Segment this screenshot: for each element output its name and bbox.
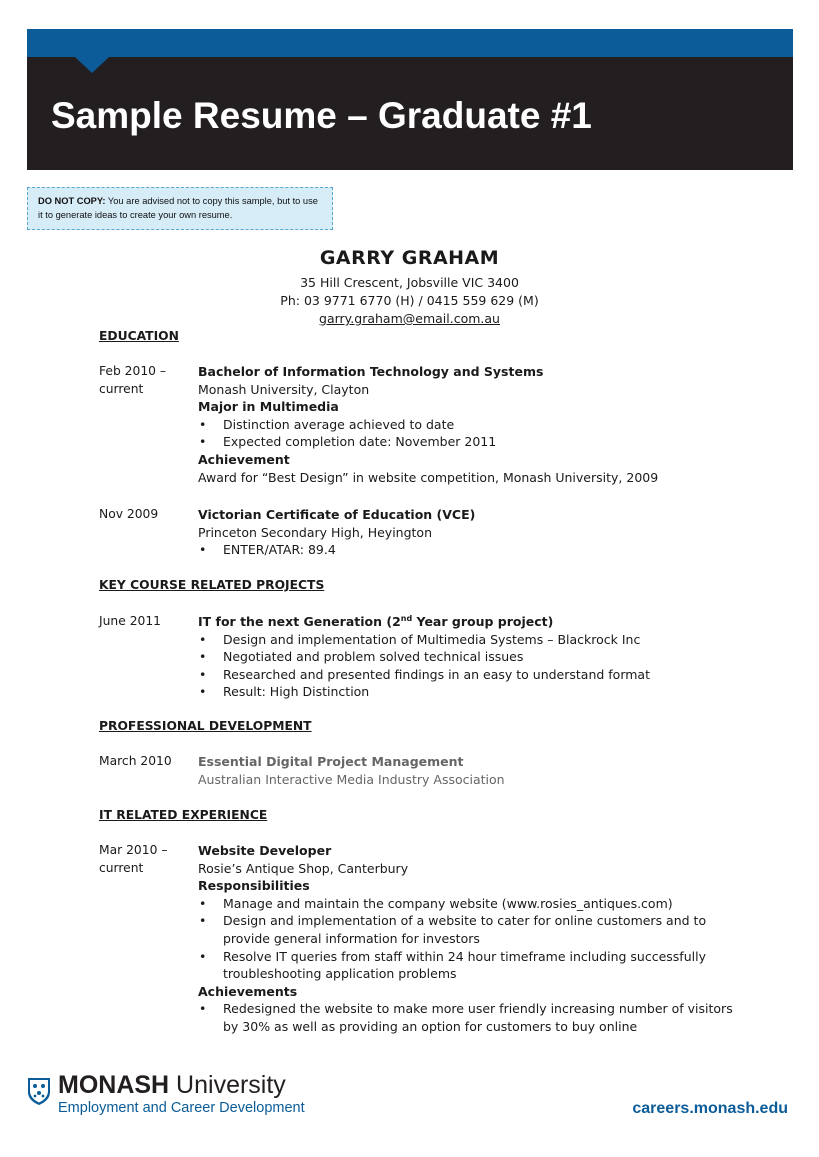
monash-crest-icon — [26, 1076, 52, 1106]
candidate-address: 35 Hill Crescent, Jobsville VIC 3400 — [300, 275, 519, 290]
brand-bold: MONASH — [58, 1071, 170, 1099]
achievements-label: Achievements — [198, 983, 298, 999]
list-item: • Distinction average achieved to date — [198, 416, 738, 434]
list-item: • Design and implementation of a website to cater for online customers and to provide general information for investors — [198, 912, 738, 947]
experience-date — [99, 842, 167, 877]
responsibilities-label: Responsibilities — [198, 878, 310, 894]
banner-top-stripe — [27, 29, 793, 57]
list-item: • Researched and presented findings in an easy to understand format — [198, 666, 738, 684]
project-title-part: IT for the next Generation (2 — [198, 614, 401, 629]
professional-heading: PROFESSIONAL DEVELOPMENT — [99, 719, 312, 733]
responsibilities-list — [198, 895, 738, 983]
education-date-2: Nov 2009 — [99, 507, 159, 521]
date-line: current — [99, 860, 144, 875]
date-line: current — [99, 381, 144, 396]
list-item: • ENTER/ATAR: 89.4 — [198, 541, 738, 559]
provider: Australian Interactive Media Industry Association — [198, 771, 505, 787]
page-title: Sample Resume – Graduate #1 — [51, 95, 592, 136]
achievement: Award for “Best Design” in website competition, Monash University, 2009 — [198, 469, 659, 485]
professional-date: March 2010 — [99, 754, 172, 768]
list-item: • Design and implementation of Multimedia Systems – Blackrock Inc — [198, 631, 738, 649]
achievement-label: Achievement — [198, 451, 290, 467]
project-entry — [198, 613, 738, 701]
education-heading: EDUCATION — [99, 329, 179, 343]
list-item: • Manage and maintain the company website (www.rosies_antiques.com) — [198, 895, 738, 913]
course: Essential Digital Project Management — [198, 754, 464, 769]
do-not-copy-notice — [27, 187, 333, 230]
notice-label: DO NOT COPY: — [38, 196, 106, 206]
project-title-part: Year group project) — [412, 614, 554, 629]
project-bullets — [198, 631, 738, 701]
projects-heading: KEY COURSE RELATED PROJECTS — [99, 578, 325, 592]
list-item: • Expected completion date: November 2011 — [198, 433, 738, 451]
project-date: June 2011 — [99, 614, 161, 628]
role: Website Developer — [198, 843, 332, 858]
institution: Monash University, Clayton — [198, 381, 370, 397]
banner-notch — [75, 57, 109, 73]
list-item: • Resolve IT queries from staff within 24 hour timeframe including successfully troubleshooting application problems — [198, 948, 738, 983]
careers-url[interactable]: careers.monash.edu — [632, 1100, 788, 1117]
project-title-sup: nd — [400, 613, 413, 623]
brand-light: University — [169, 1071, 286, 1099]
department-name: Employment and Career Development — [58, 1100, 305, 1116]
list-item: • Negotiated and problem solved technical issues — [198, 648, 738, 666]
candidate-name: GARRY GRAHAM — [319, 247, 500, 269]
education-bullets — [198, 416, 738, 451]
candidate-email[interactable]: garry.graham@email.com.au — [319, 311, 500, 326]
project-title — [198, 613, 738, 631]
education-entry-1 — [198, 363, 738, 486]
list-item: • Result: High Distinction — [198, 683, 738, 701]
candidate-phone: Ph: 03 9771 6770 (H) / 0415 559 629 (M) — [280, 293, 539, 308]
experience-entry — [198, 842, 738, 1036]
education-bullets — [198, 541, 738, 559]
experience-heading: IT RELATED EXPERIENCE — [99, 808, 268, 822]
date-line: Feb 2010 – — [99, 364, 167, 378]
major: Major in Multimedia — [198, 399, 339, 415]
degree: Bachelor of Information Technology and Systems — [198, 364, 544, 379]
date-line: Mar 2010 – — [99, 843, 168, 857]
employer: Rosie’s Antique Shop, Canterbury — [198, 860, 409, 876]
degree: Victorian Certificate of Education (VCE) — [198, 507, 476, 522]
notice-text: You are advised not to copy this sample, but to use it to generate ideas to create your own resume. — [38, 196, 318, 220]
institution: Princeton Secondary High, Heyington — [198, 524, 432, 540]
education-entry-2 — [198, 506, 738, 559]
banner — [27, 57, 793, 170]
monash-wordmark — [58, 1071, 286, 1100]
list-item: • Redesigned the website to make more user friendly increasing number of visitors by 30% as well as providing an option for customers to buy online — [198, 1000, 738, 1035]
professional-entry — [198, 753, 738, 788]
achievements-list — [198, 1000, 738, 1035]
education-date-1 — [99, 363, 166, 398]
